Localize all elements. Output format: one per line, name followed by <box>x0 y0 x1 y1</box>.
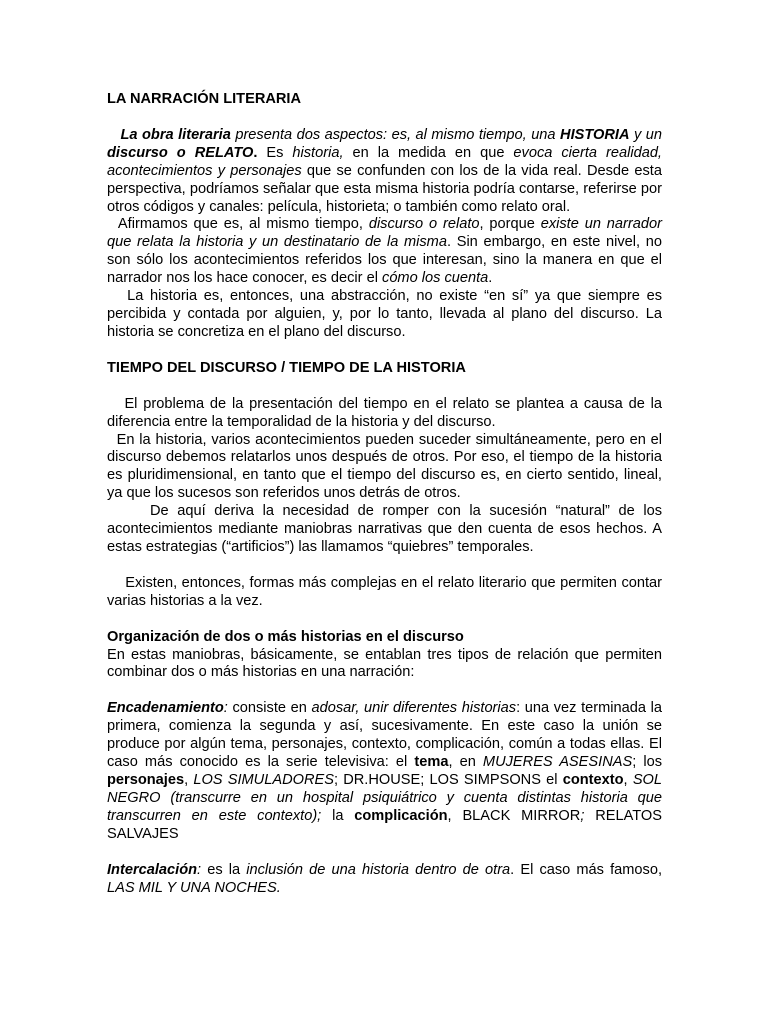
paragraph-obra-literaria <box>107 127 662 217</box>
body-text: La historia es, entonces, una abstracción, no existe “en sí” ya que siempre es percibida y contada por alguien, y, por lo tanto, llevada al plano del discurso. La historia se concretiza en el plano del discurso. <box>107 288 663 340</box>
term-encadenamiento: Encadenamiento <box>107 700 224 717</box>
body-text: en la medida en que <box>343 144 514 161</box>
emphasis-text: La obra literaria <box>120 126 231 143</box>
body-text: En estas maniobras, básicamente, se entablan tres tipos de relación que permiten combinar dos o más historias en una narración: <box>107 646 662 681</box>
paragraph-maniobras <box>107 647 662 683</box>
italic-text: ; <box>580 807 585 824</box>
paragraph-historia-abstraccion <box>107 288 662 342</box>
paragraph-indent <box>107 575 125 591</box>
body-text: Existen, entonces, formas más complejas en el relato literario que permiten contar varias historias a la vez. <box>107 574 662 609</box>
italic-text: MUJERES ASESINAS <box>482 754 633 771</box>
section-heading-tiempo: TIEMPO DEL DISCURSO / TIEMPO DE LA HISTORIA <box>107 359 466 376</box>
spacer <box>107 682 662 700</box>
body-text: es la <box>201 861 247 878</box>
italic-text: adosar, unir diferentes historias <box>311 700 517 717</box>
body-text: De aquí deriva la necesidad de romper con la sucesión “natural” de los acontecimientos mediante maniobras narrativas que den cuenta de esos hechos. A estas estrategias (“artificios”) las llamamos “quiebres” temporales. <box>107 503 662 555</box>
italic-text: presenta dos aspectos: es, al mismo tiempo, una <box>230 126 561 143</box>
spacer <box>107 611 662 629</box>
italic-text: discurso o relato <box>368 216 480 233</box>
emphasis-text: HISTORIA <box>560 126 630 143</box>
body-text: El problema de la presentación del tiempo en el relato se plantea a causa de la diferencia entre la temporalidad de la historia y del discurso. <box>107 395 662 430</box>
term-intercalacion: Intercalación <box>107 861 198 878</box>
spacer <box>107 844 662 862</box>
body-text: : una vez terminada la primera, comienza la segunda y así, sucesivamente. En este caso la unión se produce por algún tema, personajes, contexto, complicación, común a todas ellas. El caso más conocido es la serie televisiva: el <box>107 700 662 771</box>
paragraph-indent <box>107 288 127 304</box>
body-text: , <box>623 772 633 788</box>
bold-text: tema <box>414 754 449 771</box>
spacer <box>107 342 662 360</box>
paragraph-encadenamiento <box>107 700 662 843</box>
body-text: , porque <box>479 216 541 233</box>
body-text: . Sin embargo, en este nivel, no son sólo los acontecimientos referidos los que interesan, sino la manera en que el narrador nos los hace conocer, es decir el <box>107 234 662 287</box>
paragraph-intercalacion <box>107 862 662 898</box>
body-text: que se confunden con los de la vida real. Desde esta perspectiva, podríamos señalar que esta misma historia podría contarse, referirse por otros códigos y canales: película, historieta; o también como relato oral. <box>107 162 662 215</box>
paragraph-indent <box>107 127 120 143</box>
italic-text: SOL NEGRO (transcurre en un hospital psiquiátrico y cuenta distintas historia que transcurren en este contexto); <box>107 772 663 824</box>
body-text: . <box>488 270 493 287</box>
body-text: la <box>321 807 355 824</box>
body-text: ; los <box>632 754 663 771</box>
paragraph-en-la-historia <box>107 432 662 504</box>
body-text: . El caso más famoso, <box>510 861 663 878</box>
body-text: Afirmamos que es, al mismo tiempo, <box>117 216 369 233</box>
body-text: , en <box>448 754 483 771</box>
body-text: consiste en <box>227 700 312 717</box>
paragraph-indent <box>107 432 117 448</box>
bold-text: complicación <box>354 807 448 824</box>
italic-text: inclusión de una historia dentro de otra <box>246 861 511 878</box>
paragraph-indent <box>107 396 124 412</box>
body-text: , <box>184 772 194 788</box>
document-body <box>107 91 662 897</box>
body-text: , BLACK MIRROR <box>447 807 581 824</box>
bold-text: . <box>253 144 258 161</box>
paragraph-afirmamos <box>107 216 662 288</box>
spacer <box>107 557 662 575</box>
bold-text: contexto <box>562 772 624 788</box>
paragraph-de-aqui-deriva <box>107 503 662 557</box>
subsection-heading-organizacion: Organización de dos o más historias en el discurso <box>107 628 464 645</box>
bold-text: personajes <box>107 772 185 788</box>
italic-text: LOS SIMULADORES <box>193 772 334 788</box>
body-text: Es <box>257 144 293 161</box>
italic-text: LAS MIL Y UNA NOCHES. <box>107 879 281 896</box>
paragraph-problema-tiempo <box>107 396 662 432</box>
italic-text: evoca cierta realidad, acontecimientos y personajes <box>107 144 662 179</box>
italic-text: historia, <box>292 144 344 161</box>
section-heading-narracion: LA NARRACIÓN LITERARIA <box>107 91 302 107</box>
italic-text: existe un narrador que relata la historia y un destinatario de la misma <box>107 216 662 251</box>
body-text: ; DR.HOUSE; LOS SIMPSONS el <box>333 772 563 788</box>
body-text: RELATOS SALVAJES <box>107 807 663 842</box>
spacer <box>107 378 662 396</box>
italic-text: y un <box>629 126 663 143</box>
paragraph-indent <box>107 216 118 232</box>
spacer <box>107 109 662 127</box>
italic-text: : <box>197 861 202 878</box>
paragraph-existen-formas <box>107 575 662 611</box>
italic-text: : <box>223 700 228 717</box>
emphasis-text: discurso o RELATO <box>107 144 254 161</box>
paragraph-indent <box>107 503 150 519</box>
body-text: En la historia, varios acontecimientos pueden suceder simultáneamente, pero en el discurso debemos relatarlos unos después de otros. Por eso, el tiempo de la historia es pluridimensional, en tanto que el tiempo del discurso es, en cierto sentido, lineal, ya que los sucesos son referidos unos detrás de otros. <box>107 431 662 502</box>
italic-text: cómo los cuenta <box>382 270 489 287</box>
